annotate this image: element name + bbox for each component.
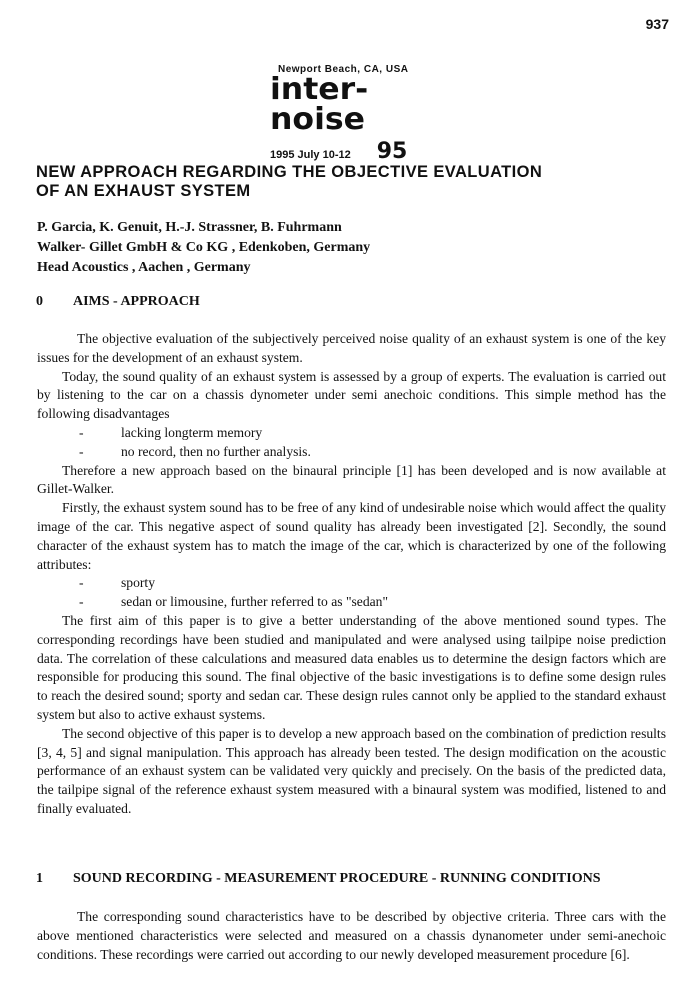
section-heading-0: [36, 294, 200, 310]
author-names: P. Garcia, K. Genuit, H.-J. Strassner, B. Fuhrmann: [37, 220, 342, 235]
affiliation-2: Head Acoustics , Aachen , Germany: [37, 260, 251, 275]
dash-bullet: -: [79, 575, 84, 591]
list-item-text: sedan or limousine, further referred to as "sedan": [121, 594, 389, 610]
conference-name: inter-noise: [270, 72, 369, 137]
paragraph: Today, the sound quality of an exhaust system is assessed by a group of experts. The evaluation is carried out by listening to the car on a chassis dynometer under semi anechoic conditions. This simple method has the following disadvantages: [37, 368, 666, 422]
section-number: 1: [36, 871, 43, 886]
list-item-text: lacking longterm memory: [121, 424, 263, 440]
conference-date-row: [270, 139, 450, 164]
section-number: 0: [36, 294, 43, 309]
section-title: AIMS - APPROACH: [73, 294, 200, 309]
title-line-2: OF AN EXHAUST SYSTEM: [36, 182, 251, 200]
section-1-body: [37, 908, 666, 964]
dash-bullet: -: [79, 594, 84, 610]
list-item: [37, 424, 666, 443]
section-heading-1: [36, 871, 601, 887]
paper-title: [36, 163, 666, 201]
dash-bullet: -: [79, 424, 84, 440]
list-item: [37, 593, 666, 612]
page-number: 937: [645, 16, 669, 32]
section-0-body: [37, 330, 666, 819]
list-item: [37, 443, 666, 462]
dash-bullet: -: [79, 443, 84, 459]
title-line-1: NEW APPROACH REGARDING THE OBJECTIVE EVALUATION: [36, 163, 543, 181]
conference-location: Newport Beach, CA, USA: [278, 64, 409, 75]
paragraph: The corresponding sound characteristics have to be described by objective criteria. Three cars with the above mentioned characteristics were selected and measured on a chassis dynanometer under semi-anechoic conditions. These recordings were carried out according to our newly developed measurement procedure [6].: [37, 909, 666, 962]
conference-year: 95: [376, 139, 408, 164]
section-title: SOUND RECORDING - MEASUREMENT PROCEDURE - RUNNING CONDITIONS: [73, 871, 601, 886]
paragraph: Therefore a new approach based on the binaural principle [1] has been developed and is now available at Gillet-Walker.: [37, 462, 666, 497]
paragraph: The first aim of this paper is to give a better understanding of the above mentioned sound types. The corresponding recordings have been studied and manipulated and were analysed using tailpipe noise prediction data. The correlation of these calculations and measured data enables us to determine the design factors which are responsible for producing this sound. The final objective of the basic investigations is to define some design rules to reach the desired sound; sporty and sedan car. These design rules cannot only be applied to the standard exhaust system but also to active exhaust systems.: [37, 612, 666, 722]
paragraph: The objective evaluation of the subjectively perceived noise quality of an exhaust system is one of the key issues for the development of an exhaust system.: [37, 331, 666, 365]
paragraph: The second objective of this paper is to develop a new approach based on the combination of prediction results [3, 4, 5] and signal manipulation. This approach has already been tested. The design modification on the acoustic performance of an exhaust system can be validated very quickly and precisely. On the basis of the predicted data, the tailpipe signal of the reference exhaust system measured with a binaural system was modified, listened to and finally evaluated.: [37, 725, 666, 816]
author-block: [37, 218, 370, 278]
list-item-text: sporty: [121, 575, 155, 591]
list-item: [37, 574, 666, 593]
conference-date: 1995 July 10-12: [270, 149, 351, 161]
list-item-text: no record, then no further analysis.: [121, 443, 311, 459]
conference-logo: [270, 64, 450, 164]
affiliation-1: Walker- Gillet GmbH & Co KG , Edenkoben, Germany: [37, 240, 371, 255]
paragraph: Firstly, the exhaust system sound has to be free of any kind of undesirable noise which would affect the quality image of the car. This negative aspect of sound quality has already been investigated [2]. Secondly, the sound character of the exhaust system has to match the image of the car, which is characterized by one of the following attributes:: [37, 500, 666, 572]
